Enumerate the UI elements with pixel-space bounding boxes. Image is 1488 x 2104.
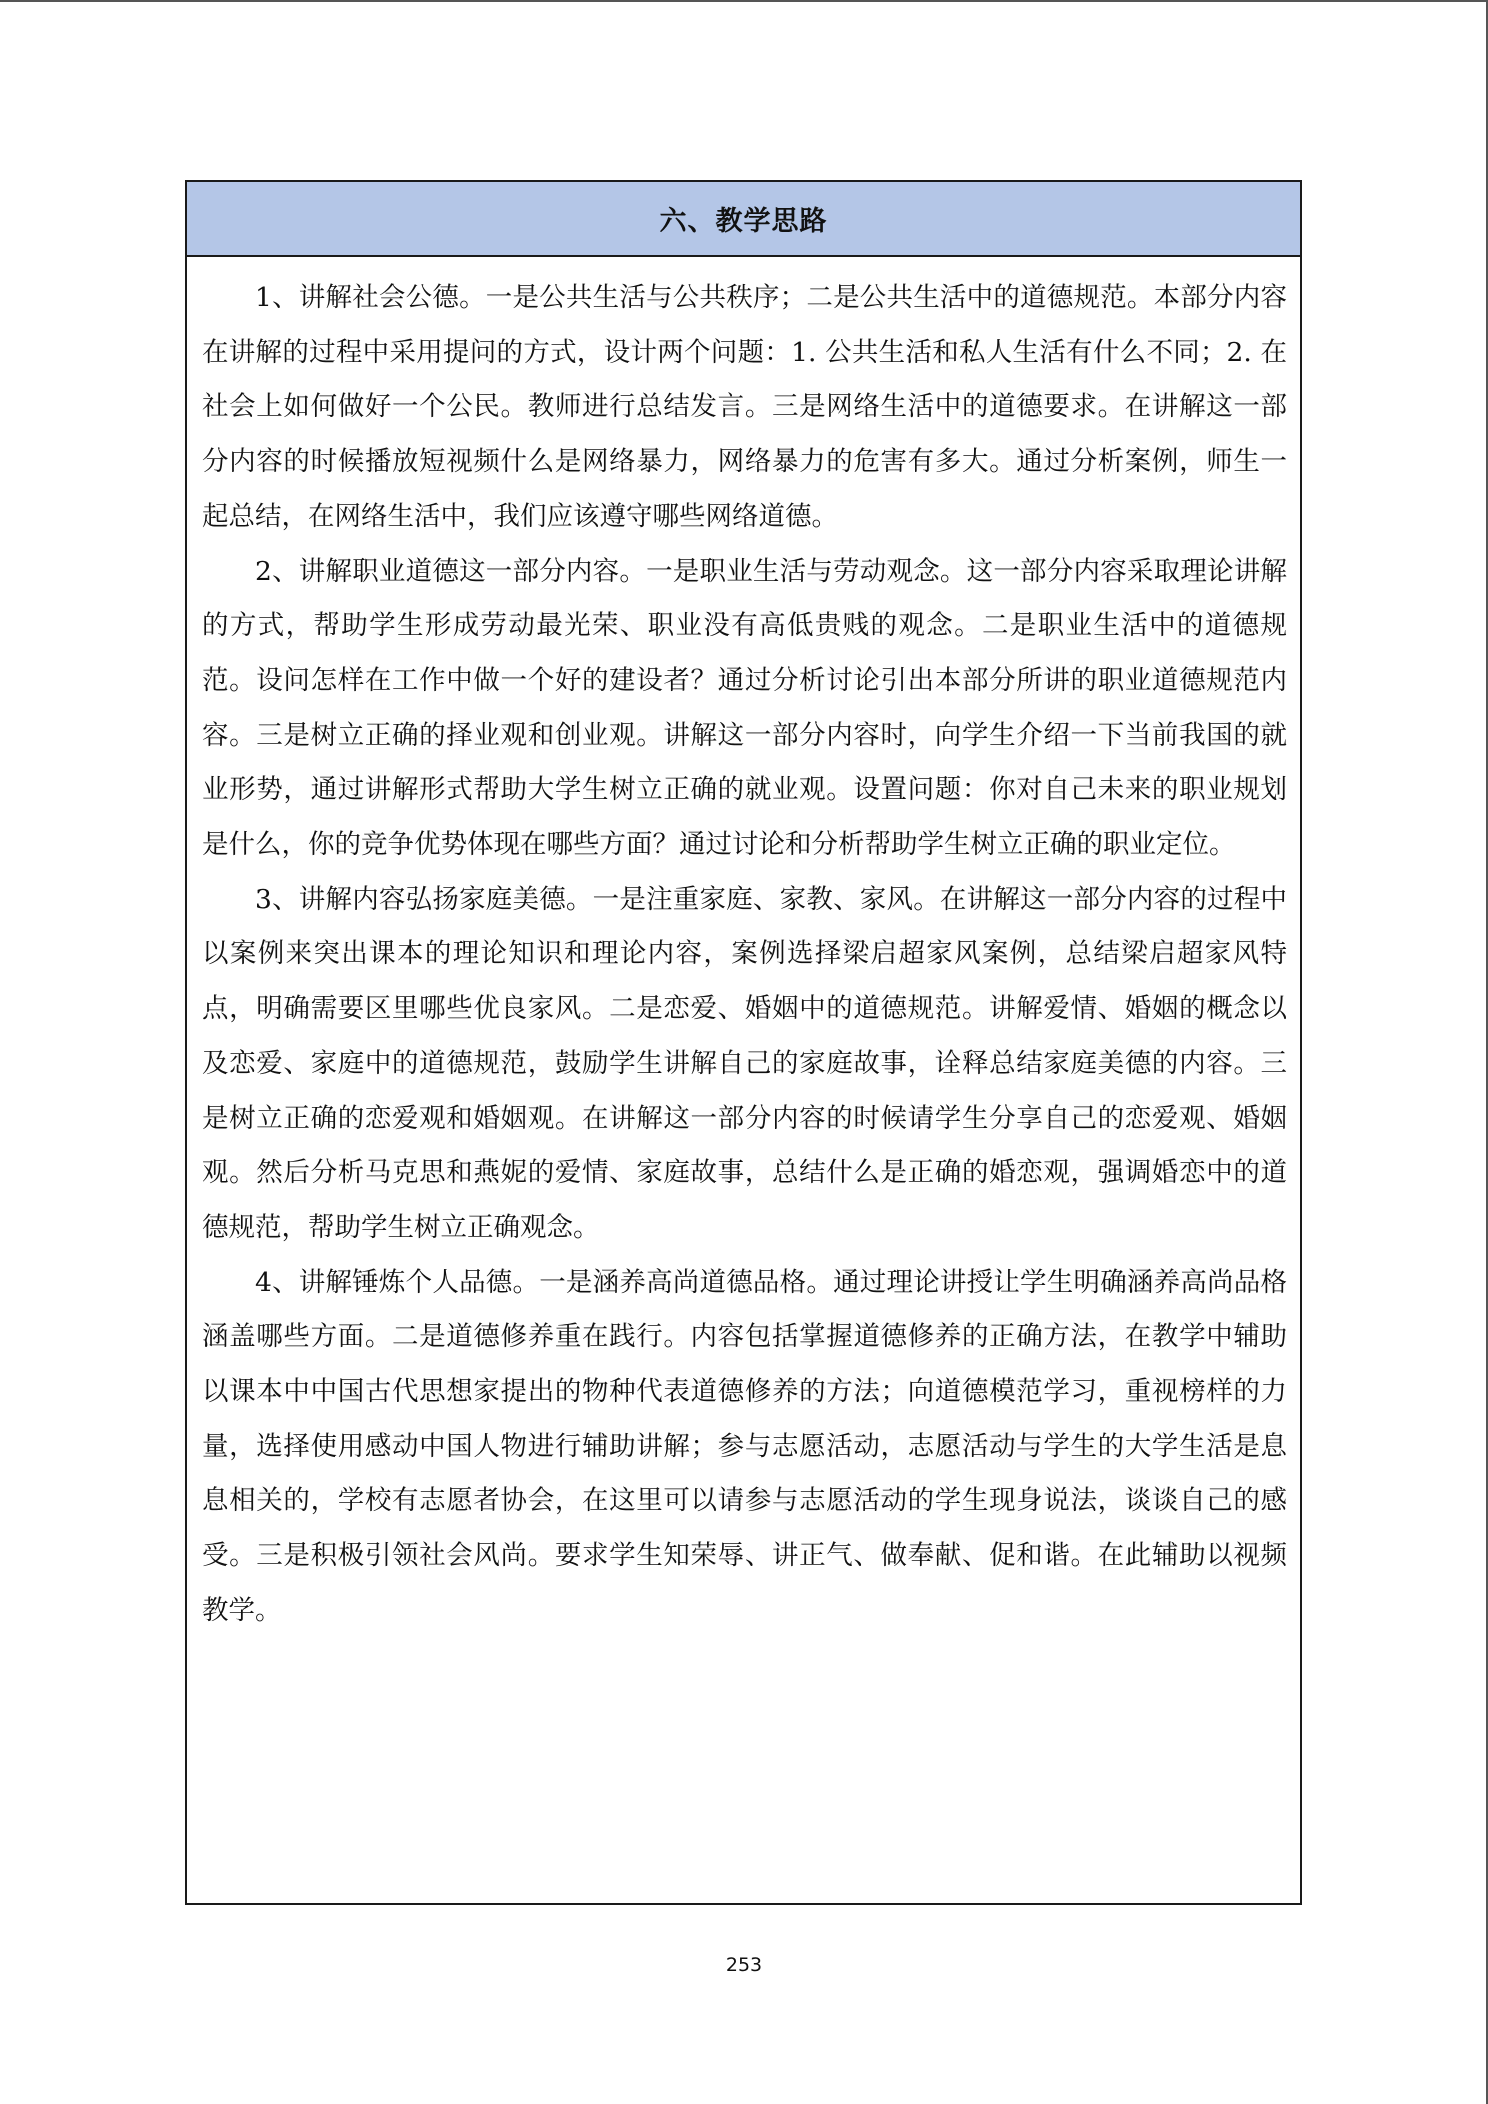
teaching-approach-table bbox=[185, 180, 1302, 1905]
paragraph-professional-ethics: 2、讲解职业道德这一部分内容。一是职业生活与劳动观念。这一部分内容采取理论讲解的方式，帮助学生形成劳动最光荣、职业没有高低贵贱的观念。二是职业生活中的道德规范。设问怎样在工作中做一个好的建设者？通过分析讨论引出本部分所讲的职业道德规范内容。三是树立正确的择业观和创业观。讲解这一部分内容时，向学生介绍一下当前我国的就业形势，通过讲解形式帮助大学生树立正确的就业观。设置问题：你对自己未来的职业规划是什么，你的竞争优势体现在哪些方面？通过讨论和分析帮助学生树立正确的职业定位。 bbox=[202, 555, 1287, 861]
paragraph-family-virtues: 3、讲解内容弘扬家庭美德。一是注重家庭、家教、家风。在讲解这一部分内容的过程中以案例来突出课本的理论知识和理论内容，案例选择梁启超家风案例，总结梁启超家风特点，明确需要区里哪些优良家风。二是恋爱、婚姻中的道德规范。讲解爱情、婚姻的概念以及恋爱、家庭中的道德规范，鼓励学生讲解自己的家庭故事，诠释总结家庭美德的内容。三是树立正确的恋爱观和婚姻观。在讲解这一部分内容的时候请学生分享自己的恋爱观、婚姻观。然后分析马克思和燕妮的爱情、家庭故事，总结什么是正确的婚恋观，强调婚恋中的道德规范，帮助学生树立正确观念。 bbox=[202, 883, 1287, 1243]
page-top-edge bbox=[0, 0, 1488, 2]
table-header bbox=[187, 182, 1300, 257]
section-title: 六、教学思路 bbox=[659, 206, 828, 237]
paragraph-social-morality: 1、讲解社会公德。一是公共生活与公共秩序；二是公共生活中的道德规范。本部分内容在讲解的过程中采用提问的方式，设计两个问题：1. 公共生活和私人生活有什么不同；2. 在社会上如何做好一个公民。教师进行总结发言。三是网络生活中的道德要求。在讲解这一部分内容的时候播放短视频什么是网络暴力，网络暴力的危害有多大。通过分析案例，师生一起总结，在网络生活中，我们应该遵守哪些网络道德。 bbox=[202, 282, 1287, 532]
table-body bbox=[187, 257, 1300, 1639]
page-number: 253 bbox=[725, 1954, 763, 1976]
paragraph-personal-character: 4、讲解锤炼个人品德。一是涵养高尚道德品格。通过理论讲授让学生明确涵养高尚品格涵盖哪些方面。二是道德修养重在践行。内容包括掌握道德修养的正确方法，在教学中辅助以课本中中国古代思想家提出的物种代表道德修养的方法；向道德模范学习，重视榜样的力量，选择使用感动中国人物进行辅助讲解；参与志愿活动，志愿活动与学生的大学生活是息息相关的，学校有志愿者协会，在这里可以请参与志愿活动的学生现身说法，谈谈自己的感受。三是积极引领社会风尚。要求学生知荣辱、讲正气、做奉献、促和谐。在此辅助以视频教学。 bbox=[202, 1266, 1287, 1626]
